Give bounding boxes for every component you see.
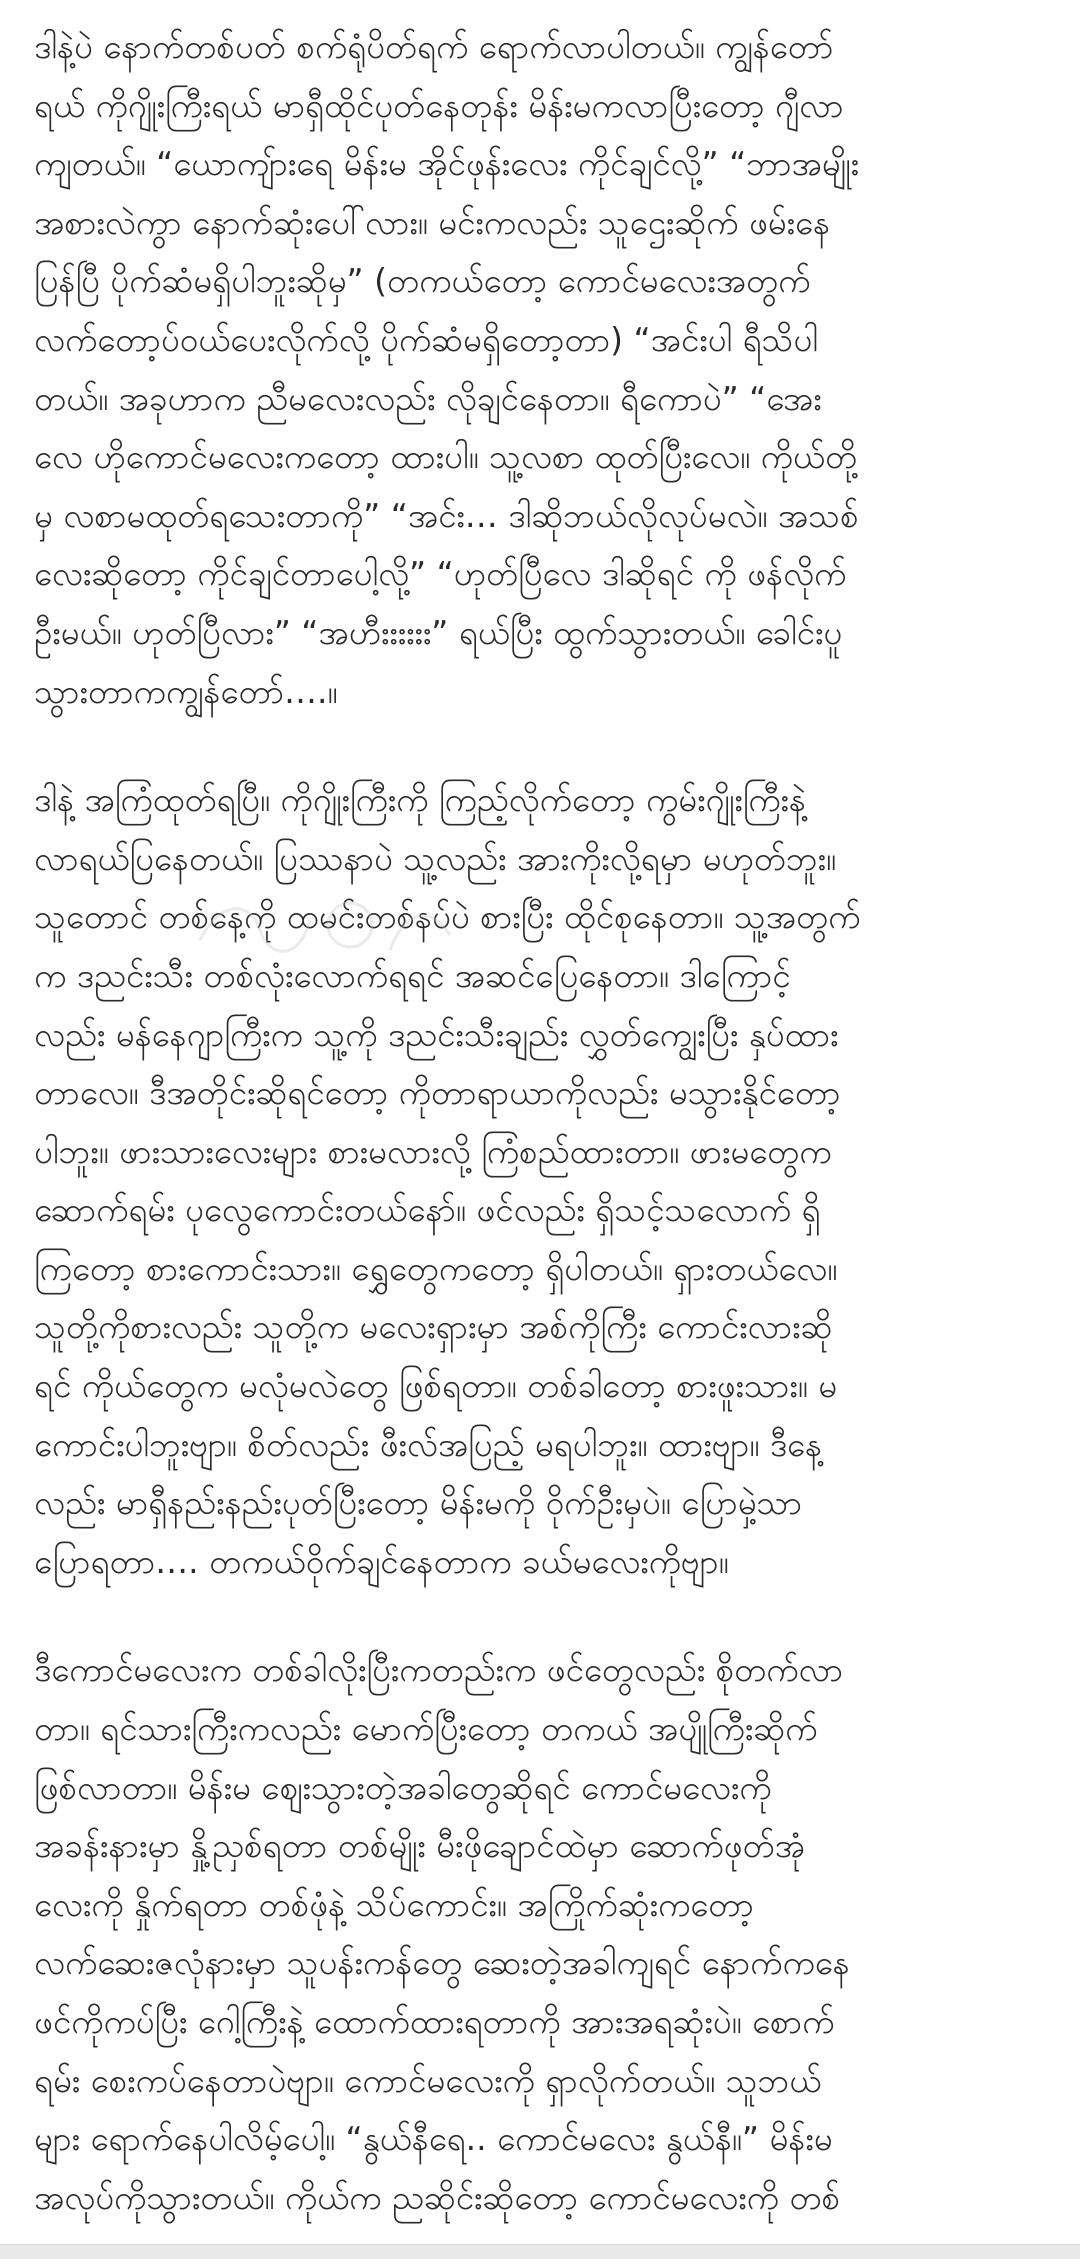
text-line: ဖြစ်လာတာ။ မိန်းမ ဈေးသွားတဲ့အခါတွေဆိုရင် ကောင်မလေးကို xyxy=(34,1767,772,1807)
text-line: တာလေ။ ဒီအတိုင်းဆိုရင်တော့ ကိုတာရာယာကိုလည်း မသွားနိုင်တော့ xyxy=(34,1073,841,1113)
text-line: များ ရောက်နေပါလိမ့်ပေါ့။ “နွယ်နီရေ.. ကောင်မလေး နွယ်နီ။” မိန်းမ xyxy=(34,2119,833,2159)
watermark-stroke xyxy=(390,916,450,950)
text-line: ရင် ကိုယ်တွေက မလုံမလဲတွေ ဖြစ်ရတာ။ တစ်ခါတော့ စားဖူးသား။ မ xyxy=(34,1366,838,1406)
text-line: တယ်။ အခုဟာက ညီမလေးလည်း လိုချင်နေတာ။ ရီကောပဲ” “အေး xyxy=(34,378,822,418)
text-line: ဆောက်ရမ်း ပုလွေကောင်းတယ်နော်။ ဖင်လည်း ရှိသင့်သလောက် ရှိ xyxy=(34,1190,821,1230)
text-line: အစားလဲကွာ နောက်ဆုံးပေါ်လား။ မင်းကလည်း သူဌေးဆိုက် ဖမ်းနေ xyxy=(34,202,831,242)
text-line: ဖင်ကိုကပ်ပြီး ဂေါ့ကြီးနဲ့ ထောက်ထားရတာကို အားအရဆုံးပဲ။ စောက် xyxy=(34,2002,835,2041)
text-line: လာရယ်ပြနေတယ်။ ပြဿနာပဲ သူ့လည်း အားကိုးလို့ရမှာ မဟုတ်ဘူး။ xyxy=(34,838,837,878)
bottom-scroll-bar xyxy=(0,2244,1080,2259)
text-line: ဒါနဲ့ပဲ နောက်တစ်ပတ် စက်ရုံပိတ်ရက် ရောက်လာပါတယ်။ ကျွန်တော် xyxy=(34,27,834,66)
text-line: တာ။ ရင်သားကြီးကလည်း မောက်ပြီးတော့ တကယ် အပျိုကြီးဆိုက် xyxy=(34,1709,818,1749)
text-line: ပါဘူး။ ဖားသားလေးများ စားမလားလို့ ကြံစည်ထားတာ။ ဖားမတွေက xyxy=(34,1131,832,1171)
text-line: လည်း မန်နေဂျာကြီးက သူ့ကို ဒညင်းသီးချည်း လွှတ်ကျွေးပြီး နှပ်ထား xyxy=(34,1014,839,1054)
text-line: ပြန်ပြီ ပိုက်ဆံမရှိပါဘူးဆိုမှ” (တကယ်တော့ ကောင်မလေးအတွက် xyxy=(34,261,811,301)
watermark-logo xyxy=(190,880,470,970)
text-line: လေ ဟိုကောင်မလေးကတော့ ထားပါ။ သူ့လစာ ထုတ်ပြီးလေ။ ကိုယ်တို့ xyxy=(34,437,858,477)
article-body xyxy=(34,18,1046,2227)
text-line: ကောင်းပါဘူးဗျာ။ စိတ်လည်း ဖီးလ်အပြည့် မရပါဘူး။ ထားဗျာ။ ဒီနေ့ xyxy=(34,1424,823,1464)
paragraph-2 xyxy=(34,771,1046,1591)
text-line: လေးကို နှိုက်ရတာ တစ်ဖုံနဲ့ သိပ်ကောင်း။ အကြိုက်ဆုံးကတော့ xyxy=(34,1884,754,1924)
paragraph-3 xyxy=(34,1641,1046,2227)
text-line: သူတို့ကိုစားလည်း သူတို့က မလေးရှားမှာ အစ်ကိုကြီး ကောင်းလားဆို xyxy=(34,1307,833,1347)
text-line: အလုပ်ကိုသွားတယ်။ ကိုယ်က ညဆိုင်းဆိုတော့ ကောင်မလေးကို တစ် xyxy=(34,2177,841,2217)
text-line: သူတောင် တစ်နေ့ကို ထမင်းတစ်နပ်ပဲ စားပြီး ထိုင်စုနေတာ။ သူ့အတွက် xyxy=(34,897,861,937)
text-line: လက်ဆေးဇလုံနားမှာ သူပန်းကန်တွေ ဆေးတဲ့အခါကျရင် နောက်ကနေ xyxy=(34,1943,850,1983)
text-line: မှ လစာမထုတ်ရသေးတာကို” “အင်း… ဒါဆိုဘယ်လိုလုပ်မလဲ။ အသစ် xyxy=(34,495,859,535)
text-line: ရမ်း စေးကပ်နေတာပဲဗျာ။ ကောင်မလေးကို ရှာလိုက်တယ်။ သူဘယ် xyxy=(34,2060,822,2100)
text-line: ဒါနဲ့ အကြံထုတ်ရပြီ။ ကိုဂျိုးကြီးကို ကြည့်လိုက်တော့ ကွမ်းဂျိုးကြီးနဲ့ xyxy=(34,780,806,820)
text-line: လက်တော့ပ်ဝယ်ပေးလိုက်လို့ ပိုက်ဆံမရှိတော့တာ) “အင်းပါ ရီသိပါ xyxy=(34,319,818,359)
text-line: ကျတယ်။ “ယောကျ်ားရေ မိန်းမ အိုင်ဖုန်းလေး ကိုင်ချင်လို့” “ဘာအမျိုး xyxy=(34,144,859,184)
paragraph-1 xyxy=(34,18,1046,721)
text-line: ကြတော့ စားကောင်းသား။ ရွှေတွေကတော့ ရှိပါတယ်။ ရှားတယ်လေ။ xyxy=(34,1248,838,1288)
text-line: ဦးမယ်။ ဟုတ်ပြီလား” “အဟီးးးးးး” ရယ်ပြီး ထွက်သွားတယ်။ ခေါင်းပူ xyxy=(34,612,843,652)
text-line: သွားတာကကျွန်တော်….။ xyxy=(34,671,338,711)
text-line: ပြောရတာ…. တကယ်ဝိုက်ချင်နေတာက ခယ်မလေးကိုဗျာ။ xyxy=(34,1541,729,1581)
text-line: အခန်းနားမှာ နှို့ညှစ်ရတာ တစ်မျိုး မီးဖိုချောင်ထဲမှာ ဆောက်ဖုတ်အုံ xyxy=(34,1826,805,1866)
watermark-stroke xyxy=(200,909,310,952)
text-line: လည်း မာရှီနည်းနည်းပုတ်ပြီးတော့ မိန်းမကို ဝိုက်ဦးမှပဲ။ ပြောမှဲ့သာ xyxy=(34,1483,803,1523)
text-line: ရယ် ကိုဂျိုးကြီးရယ် မာရှီထိုင်ပုတ်နေတုန်း မိန်းမကလာပြီးတော့ ဂျီလာ xyxy=(34,85,844,125)
text-line: က ဒညင်းသီး တစ်လုံးလောက်ရရင် အဆင်ပြေနေတာ။ ဒါကြောင့် xyxy=(34,955,791,995)
watermark-ring xyxy=(328,903,372,947)
text-line: ဒီကောင်မလေးက တစ်ခါလိုးပြီးကတည်းက ဖင်တွေလည်း စိုတက်လာ xyxy=(34,1650,844,1690)
text-line: လေးဆိုတော့ ကိုင်ချင်တာပေါ့လို့” “ဟုတ်ပြီလေ ဒါဆိုရင် ကို ဖန်လိုက် xyxy=(34,554,847,594)
